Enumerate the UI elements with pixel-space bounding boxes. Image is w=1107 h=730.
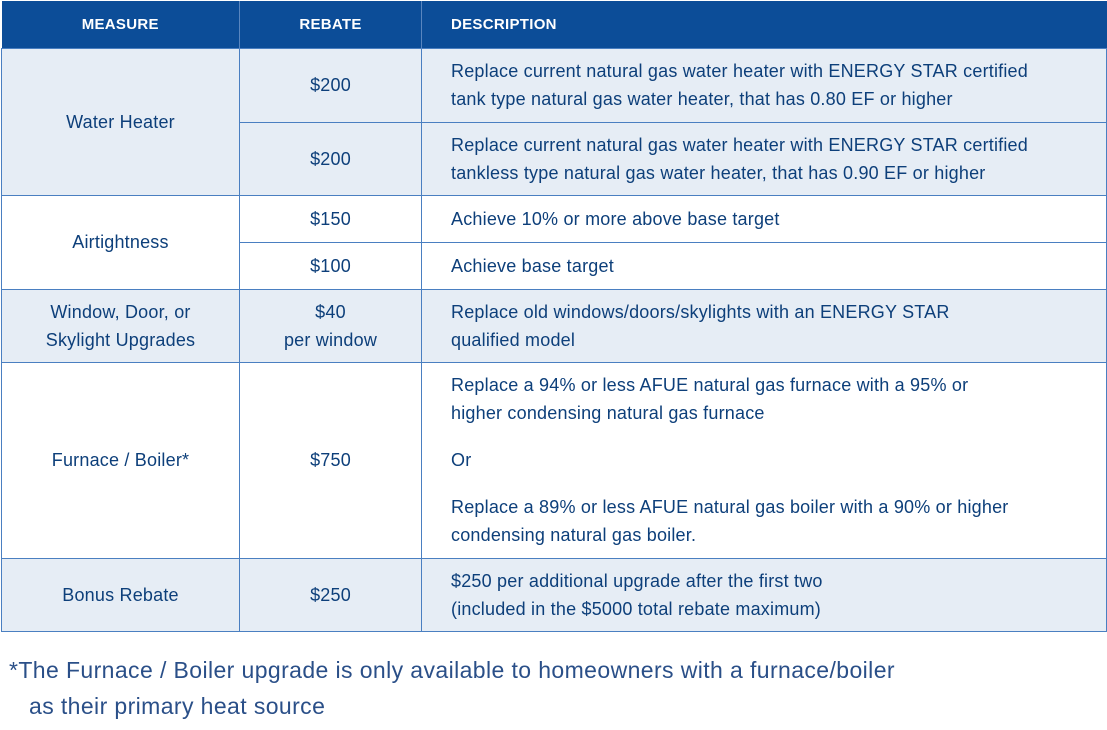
header-measure: MEASURE xyxy=(2,1,240,48)
measure-water-heater: Water Heater xyxy=(2,48,240,195)
footnote xyxy=(9,652,1099,724)
table-row xyxy=(2,48,1107,122)
description-line: higher condensing natural gas furnace xyxy=(451,403,765,423)
rebate-cell: $750 xyxy=(240,362,422,558)
description-line: tankless type natural gas water heater, that has 0.90 EF or higher xyxy=(451,162,986,183)
description-line: (included in the $5000 total rebate maximum) xyxy=(451,598,821,619)
table-header xyxy=(2,1,1107,48)
description-cell xyxy=(422,362,1107,558)
description-line: tank type natural gas water heater, that has 0.80 EF or higher xyxy=(451,89,953,109)
table-row xyxy=(2,195,1107,242)
measure-furnace: Furnace / Boiler* xyxy=(2,362,240,558)
header-description: DESCRIPTION xyxy=(422,1,1107,48)
group-water-heater xyxy=(2,48,1107,195)
rebate-table xyxy=(1,1,1107,632)
table-row xyxy=(2,289,1107,362)
description-cell xyxy=(422,558,1107,631)
or-separator: Or xyxy=(451,450,472,470)
group-furnace xyxy=(2,362,1107,558)
group-window xyxy=(2,289,1107,362)
rebate-unit: per window xyxy=(283,329,378,350)
measure-window xyxy=(2,289,240,362)
description-line: Replace current natural gas water heater with ENERGY STAR certified xyxy=(451,61,1028,81)
footnote-line: as their primary heat source xyxy=(29,693,326,719)
description-cell xyxy=(422,122,1107,195)
description-cell: Achieve 10% or more above base target xyxy=(422,195,1107,242)
description-line: Replace a 89% or less AFUE natural gas boiler with a 90% or higher xyxy=(451,497,1009,517)
measure-line: Skylight Upgrades xyxy=(45,329,196,350)
description-line: $250 per additional upgrade after the first two xyxy=(451,570,823,591)
description-cell: Achieve base target xyxy=(422,242,1107,289)
rebate-cell: $250 xyxy=(240,558,422,631)
group-airtightness xyxy=(2,195,1107,289)
description-cell xyxy=(422,48,1107,122)
group-bonus xyxy=(2,558,1107,631)
rebate-cell: $200 xyxy=(240,122,422,195)
measure-bonus: Bonus Rebate xyxy=(2,558,240,631)
header-rebate: REBATE xyxy=(240,1,422,48)
table-row xyxy=(2,558,1107,631)
table-row xyxy=(2,362,1107,558)
header-row xyxy=(2,1,1107,48)
rebate-cell: $150 xyxy=(240,195,422,242)
measure-airtightness: Airtightness xyxy=(2,195,240,289)
rebate-cell xyxy=(240,289,422,362)
description-line: Replace a 94% or less AFUE natural gas furnace with a 95% or xyxy=(451,375,969,395)
description-line: qualified model xyxy=(451,329,576,350)
measure-line: Window, Door, or xyxy=(50,301,191,322)
description-cell xyxy=(422,289,1107,362)
description-line: Replace old windows/doors/skylights with an ENERGY STAR xyxy=(451,301,950,322)
description-line: Replace current natural gas water heater with ENERGY STAR certified xyxy=(451,134,1028,155)
rebate-cell: $200 xyxy=(240,48,422,122)
footnote-line: *The Furnace / Boiler upgrade is only available to homeowners with a furnace/boiler xyxy=(9,657,895,683)
rebate-amount: $40 xyxy=(315,301,346,322)
description-line: condensing natural gas boiler. xyxy=(451,525,697,545)
rebate-cell: $100 xyxy=(240,242,422,289)
